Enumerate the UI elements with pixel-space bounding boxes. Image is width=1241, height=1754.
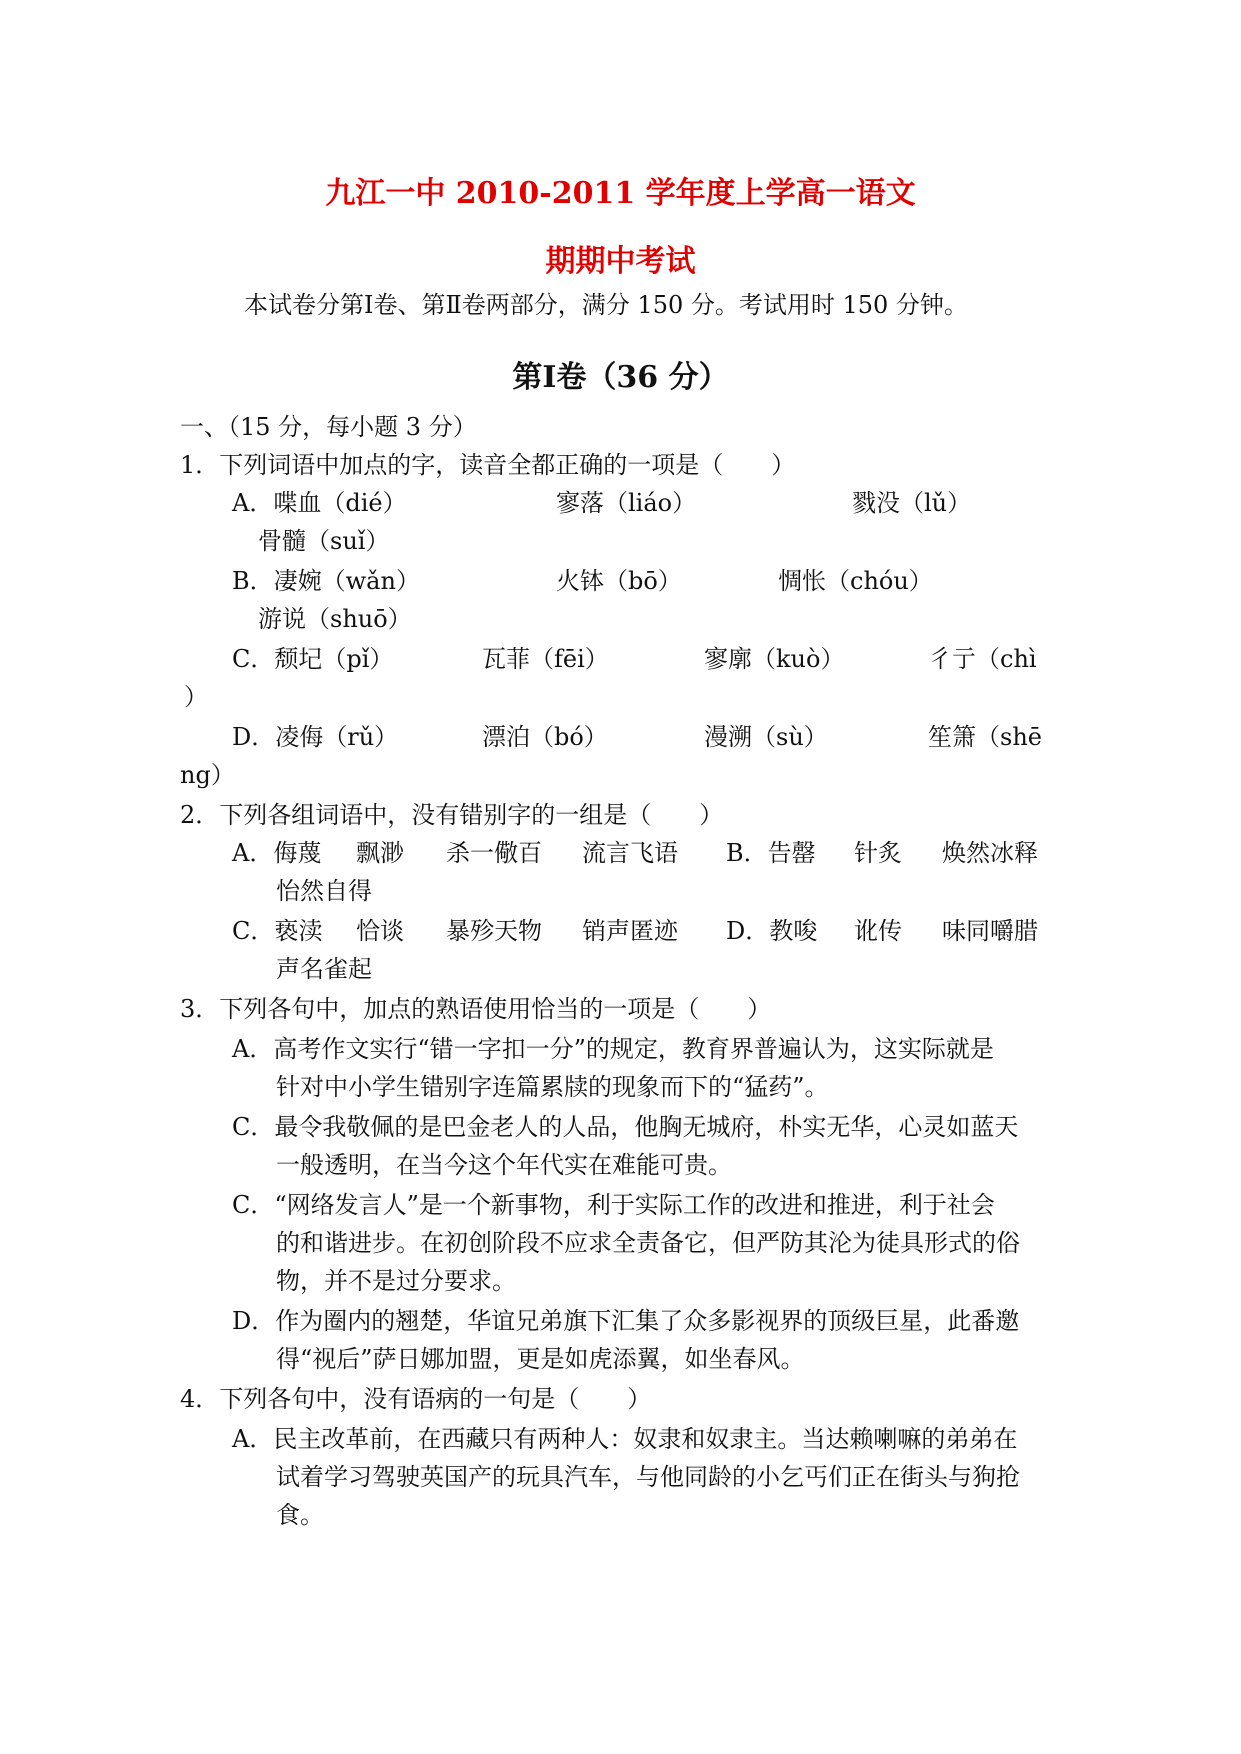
exam-intro: 本试卷分第Ⅰ卷、第Ⅱ卷两部分，满分 150 分。考试用时 150 分钟。 [244, 291, 968, 319]
question-4-stem: 4．下列各句中，没有语病的一句是（ ） [180, 1385, 652, 1413]
q1-option-a-3: 戮没（lǔ） [852, 489, 972, 517]
q1-option-d-4: 笙箫（shē [928, 723, 1042, 751]
exam-title: 九江一中 2010-2011 学年度上学高一语文 [325, 176, 916, 211]
q2-a-word-3: 杀一儆百 [446, 839, 542, 867]
q1-option-d-3: 漫溯（sù） [704, 723, 828, 751]
q2-b-word-4: 怡然自得 [276, 877, 372, 905]
q2-c-word-2: 恰谈 [356, 917, 404, 945]
q3-option-d-line2: 得“视后”萨日娜加盟，更是如虎添翼，如坐春风。 [276, 1345, 805, 1373]
question-2-stem: 2．下列各组词语中，没有错别字的一组是（ ） [180, 801, 724, 829]
q1-option-c-2: 瓦菲（fēi） [482, 645, 609, 673]
q2-d-word-3: 味同嚼腊 [942, 917, 1038, 945]
q1-option-b-3: 惆怅（chóu） [778, 567, 933, 595]
q2-b-word-3: 焕然冰释 [942, 839, 1038, 867]
q2-b-word-1: B．告罄 [726, 839, 816, 867]
q4-option-a-line2: 试着学习驾驶英国产的玩具汽车，与他同龄的小乞丐们正在街头与狗抢 [276, 1463, 1020, 1491]
q1-option-b-2: 火钵（bō） [556, 567, 682, 595]
q1-option-d-2: 漂泊（bó） [482, 723, 608, 751]
q1-option-b-4: 游说（shuō） [258, 605, 412, 633]
q3-option-c-line1: C．“网络发言人”是一个新事物，利于实际工作的改进和推进，利于社会 [232, 1191, 995, 1219]
q1-option-c-3: 寥廓（kuò） [704, 645, 845, 673]
q1-option-d-wrap: ng） [180, 761, 235, 789]
q1-option-a-4: 骨髓（suǐ） [258, 527, 390, 555]
q1-option-b-1: B．凄婉（wǎn） [232, 567, 420, 595]
q2-a-word-2: 飘渺 [356, 839, 404, 867]
q1-option-c-wrap: ） [184, 683, 208, 711]
q1-option-a-1: A．喋血（dié） [232, 489, 407, 517]
q1-option-c-1: C．颓圮（pǐ） [232, 645, 394, 673]
q1-option-c-4: 彳亍（chì [928, 645, 1037, 673]
q3-option-a-line2: 针对中小学生错别字连篇累牍的现象而下的“猛药”。 [276, 1073, 829, 1101]
q4-option-a-line1: A．民主改革前，在西藏只有两种人：奴隶和奴隶主。当达赖喇嘛的弟弟在 [232, 1425, 1018, 1453]
q3-option-b-line1: C．最令我敬佩的是巴金老人的人品，他胸无城府，朴实无华，心灵如蓝天 [232, 1113, 1019, 1141]
q2-a-word-1: A．侮蔑 [232, 839, 322, 867]
q3-option-c-line3: 物，并不是过分要求。 [276, 1267, 516, 1295]
part-heading: 一、（15 分，每小题 3 分） [180, 413, 477, 441]
q4-option-a-line3: 食。 [276, 1501, 324, 1529]
exam-subtitle: 期期中考试 [545, 244, 696, 279]
q2-b-word-2: 针炙 [854, 839, 902, 867]
section-heading: 第Ⅰ卷（36 分） [512, 360, 729, 395]
q2-d-word-2: 讹传 [854, 917, 902, 945]
q2-c-word-4: 销声匿迹 [582, 917, 678, 945]
q3-option-d-line1: D．作为圈内的翘楚，华谊兄弟旗下汇集了众多影视界的顶级巨星，此番邀 [232, 1307, 1020, 1335]
q3-option-b-line2: 一般透明，在当今这个年代实在难能可贵。 [276, 1151, 732, 1179]
q2-d-word-4: 声名雀起 [276, 955, 372, 983]
q2-d-word-1: D．教唆 [726, 917, 818, 945]
q2-c-word-1: C．亵渎 [232, 917, 323, 945]
q1-option-a-2: 寥落（liáo） [556, 489, 697, 517]
q1-option-d-1: D．凌侮（rǔ） [232, 723, 399, 751]
q2-a-word-4: 流言飞语 [582, 839, 678, 867]
q2-c-word-3: 暴殄天物 [446, 917, 542, 945]
question-1-stem: 1．下列词语中加点的字，读音全都正确的一项是（ ） [180, 451, 796, 479]
q3-option-c-line2: 的和谐进步。在初创阶段不应求全责备它，但严防其沦为徒具形式的俗 [276, 1229, 1020, 1257]
q3-option-a-line1: A．高考作文实行“错一字扣一分”的规定，教育界普遍认为，这实际就是 [232, 1035, 994, 1063]
question-3-stem: 3．下列各句中，加点的熟语使用恰当的一项是（ ） [180, 995, 772, 1023]
